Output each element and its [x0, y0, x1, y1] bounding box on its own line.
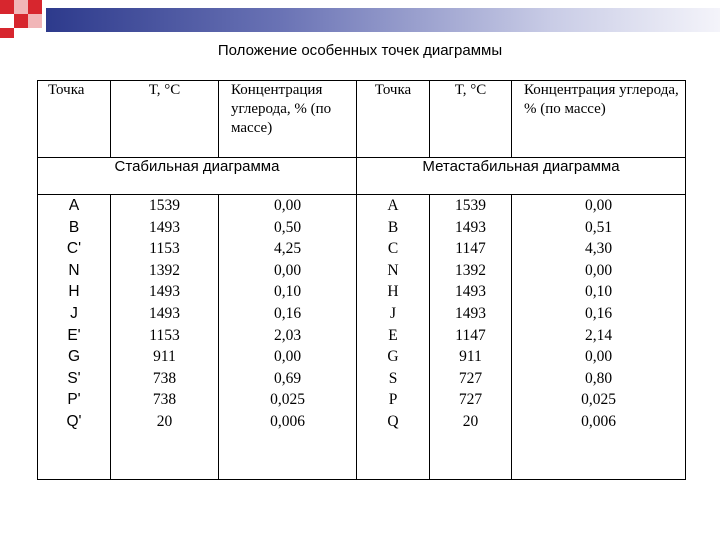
table-cell: 1392 — [149, 261, 180, 279]
table-cell: 4,30 — [584, 240, 613, 258]
table-cell: 1392 — [455, 261, 486, 279]
metastable-temperature-column — [430, 195, 512, 480]
table-cell: 0,00 — [584, 261, 613, 279]
metastable-concentration-column — [512, 195, 686, 480]
table-cell: 1147 — [455, 326, 486, 344]
table-cell: 20 — [156, 412, 173, 430]
header-concentration: Концентрация углерода, % (по массе) — [219, 81, 357, 158]
table-cell: J — [389, 304, 397, 322]
table-cell: 0,50 — [273, 218, 302, 236]
table-cell: 1153 — [149, 240, 180, 258]
table-cell: 0,10 — [584, 283, 613, 301]
table-cell: 1493 — [455, 218, 486, 236]
table-cell: P — [388, 391, 398, 409]
stable-temperature-column — [111, 195, 219, 480]
table-cell: 0,80 — [584, 369, 613, 387]
table-cell: S' — [67, 369, 81, 387]
table-cell: 0,00 — [273, 261, 302, 279]
table-cell: 1539 — [455, 197, 486, 214]
special-points-table — [37, 80, 686, 480]
table-cell: 727 — [458, 391, 483, 409]
table-cell: 1493 — [149, 304, 180, 322]
table-cell: A — [68, 197, 80, 214]
header-concentration-metastable: Концентрация углерода, % (по массе) — [512, 81, 686, 158]
table-cell: 0,16 — [273, 304, 302, 322]
table-cell: A — [387, 197, 399, 214]
table-cell: 911 — [153, 348, 176, 366]
header-temperature-metastable: T, °C — [430, 81, 512, 158]
table-cell: 20 — [462, 412, 479, 430]
stable-concentration-column — [219, 195, 357, 480]
table-cell: S — [388, 369, 398, 387]
table-cell: P' — [67, 391, 81, 409]
table-cell: B — [387, 218, 399, 236]
table-cell: H — [387, 283, 399, 301]
table-cell: 0,006 — [581, 412, 616, 430]
table-cell: 0,00 — [584, 348, 613, 366]
table-cell: 0,025 — [270, 391, 305, 409]
table-cell: J — [70, 304, 78, 322]
table-cell: 0,16 — [584, 304, 613, 322]
stable-points-column — [38, 195, 111, 480]
table-cell: 0,00 — [273, 197, 302, 214]
header-point-metastable: Точка — [357, 81, 430, 158]
table-cell: 738 — [152, 391, 177, 409]
table-cell: E' — [67, 326, 81, 344]
table-cell: 1153 — [149, 326, 180, 344]
table-cell: 911 — [459, 348, 482, 366]
table-cell: C — [387, 240, 399, 258]
section-stable: Стабильная диаграмма — [38, 158, 357, 195]
table-cell: Q — [387, 412, 399, 430]
table-cell: N — [387, 261, 399, 279]
title-bar-decoration — [46, 8, 720, 32]
table-cell: 1493 — [149, 218, 180, 236]
table-cell: 0,006 — [270, 412, 305, 430]
header-point: Точка — [38, 81, 111, 158]
table-cell: 0,025 — [581, 391, 616, 409]
table-cell: B — [68, 218, 80, 236]
table-cell: 0,00 — [584, 197, 613, 214]
table-cell: 1539 — [149, 197, 180, 214]
table-cell: 0,00 — [273, 348, 302, 366]
table-cell: C' — [66, 240, 82, 258]
section-row — [38, 158, 686, 195]
page-title: Положение особенных точек диаграммы — [217, 42, 503, 59]
table-cell: 1493 — [455, 283, 486, 301]
table-cell: G — [67, 348, 81, 366]
table-cell: G — [387, 348, 399, 366]
table-cell: 727 — [458, 369, 483, 387]
data-row — [38, 195, 686, 480]
table-cell: H — [68, 283, 80, 301]
section-metastable: Метастабильная диаграмма — [357, 158, 686, 195]
table-cell: 738 — [152, 369, 177, 387]
table-cell: 0,51 — [584, 218, 613, 236]
header-temperature: T, °C — [111, 81, 219, 158]
table-cell: 2,14 — [584, 326, 613, 344]
header-row — [38, 81, 686, 158]
table-cell: E — [388, 326, 398, 344]
table-cell: 0,10 — [273, 283, 302, 301]
table-cell: 2,03 — [273, 326, 302, 344]
table-cell: N — [68, 261, 80, 279]
table-cell: 0,69 — [273, 369, 302, 387]
table-cell: 1493 — [455, 304, 486, 322]
table-cell: 1147 — [455, 240, 486, 258]
table-cell: Q' — [66, 412, 82, 430]
metastable-points-column — [357, 195, 430, 480]
table-cell: 4,25 — [273, 240, 302, 258]
table-cell: 1493 — [149, 283, 180, 301]
